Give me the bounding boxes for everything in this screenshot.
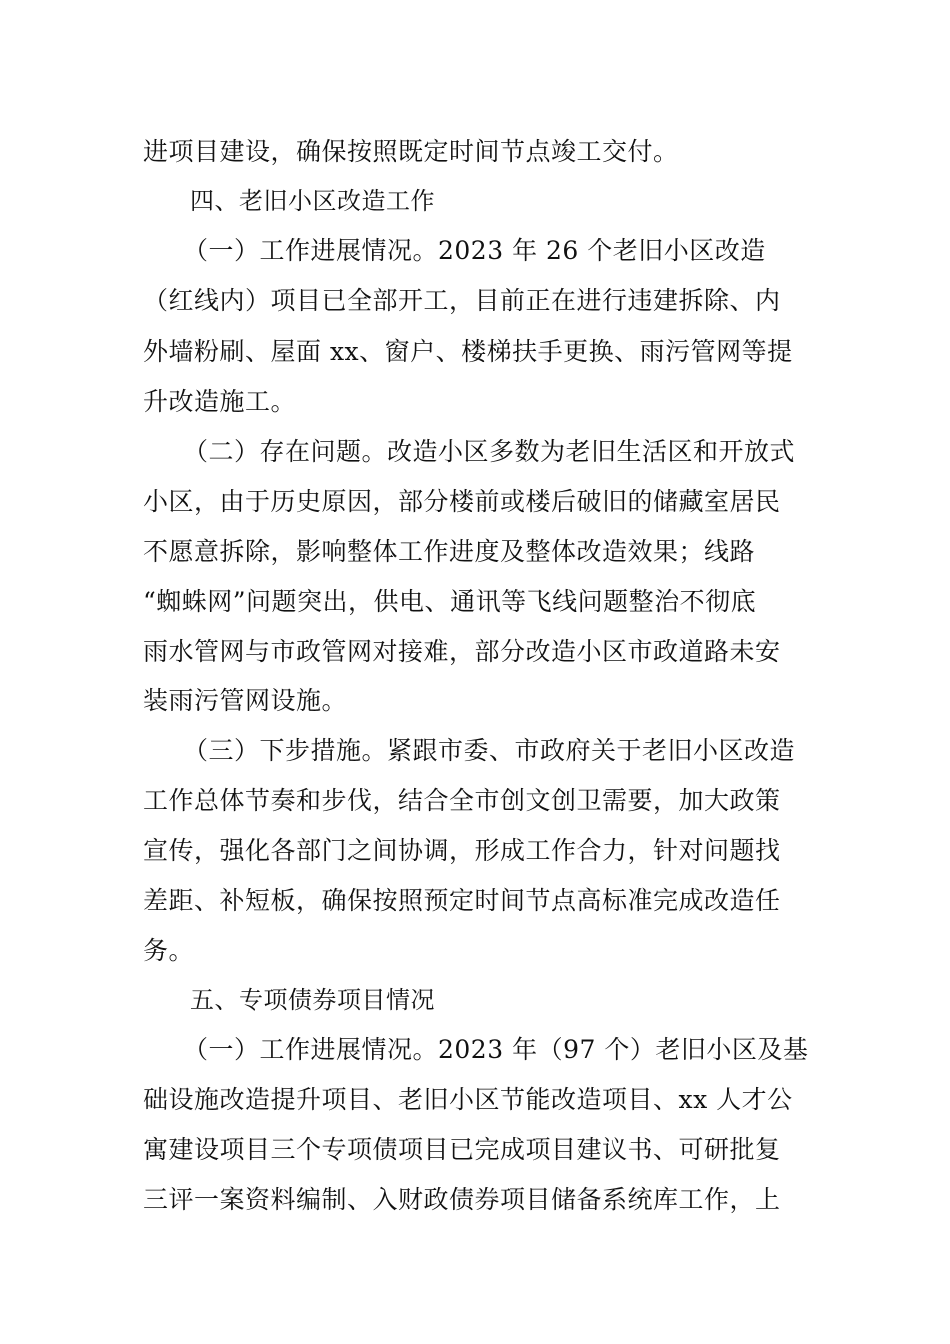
- text-line: 工作总体节奏和步伐，结合全市创文创卫需要，加大政策: [143, 786, 781, 815]
- text-line: 差距、补短板，确保按照预定时间节点高标准完成改造任: [143, 886, 781, 915]
- text-line: 升改造施工。: [143, 387, 297, 416]
- text-line: （二）存在问题。改造小区多数为老旧生活区和开放式: [183, 437, 796, 466]
- text-line: （一）工作进展情况。2023 年 26 个老旧小区改造: [183, 236, 766, 265]
- text-line: 外墙粉刷、屋面 xx、窗户、楼梯扶手更换、雨污管网等提: [143, 337, 793, 366]
- text-line: 三评一案资料编制、入财政债券项目储备系统库工作，上: [143, 1185, 781, 1214]
- text-line: 宣传，强化各部门之间协调，形成工作合力，针对问题找: [143, 836, 781, 865]
- section-heading: 四、老旧小区改造工作: [190, 187, 435, 215]
- text-line: （红线内）项目已全部开工，目前正在进行违建拆除、内: [143, 286, 781, 315]
- text-line: 不愿意拆除，影响整体工作进度及整体改造效果；线路: [143, 537, 756, 566]
- text-line: 务。: [143, 936, 195, 965]
- text-line: 装雨污管网设施。: [143, 686, 348, 715]
- text-line: 雨水管网与市政管网对接难，部分改造小区市政道路未安: [143, 637, 781, 666]
- text-line: （三）下步措施。紧跟市委、市政府关于老旧小区改造: [183, 736, 796, 765]
- section-heading: 五、专项债券项目情况: [190, 986, 435, 1014]
- text-line: “蜘蛛网”问题突出，供电、通讯等飞线问题整治不彻底: [143, 587, 757, 616]
- text-line: （一）工作进展情况。2023 年（97 个）老旧小区及基: [183, 1035, 809, 1064]
- text-line: 进项目建设，确保按照既定时间节点竣工交付。: [143, 137, 679, 166]
- text-line: 寓建设项目三个专项债项目已完成项目建议书、可研批复: [143, 1135, 781, 1164]
- text-line: 础设施改造提升项目、老旧小区节能改造项目、xx 人才公: [143, 1085, 793, 1114]
- text-line: 小区，由于历史原因，部分楼前或楼后破旧的储藏室居民: [143, 487, 781, 516]
